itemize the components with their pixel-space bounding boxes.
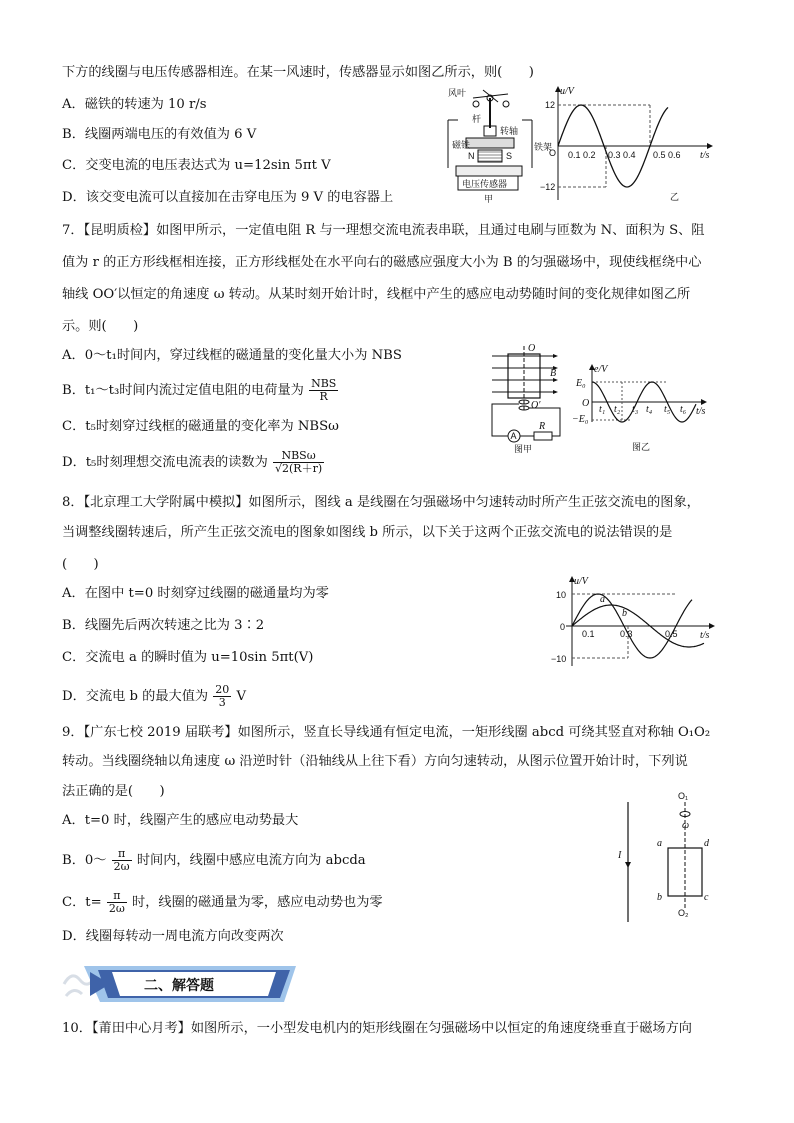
label-a: a [657, 838, 662, 849]
label-zhuanzhou: 转轴 [500, 126, 519, 136]
q8-option-b: B．线圈先后两次转速之比为 3∶2 [62, 618, 265, 633]
q6-option-b: B．线圈两端电压的有效值为 6 V [62, 127, 257, 142]
q9-option-b-fraction [112, 848, 132, 873]
xtick-1: 0.1 [568, 150, 581, 160]
q7-option-b-text: B．t₁～t₃时间内流过定值电阻的电荷量为 [62, 383, 304, 398]
label-b: b [657, 892, 662, 903]
q7-option-d-fraction [273, 450, 324, 475]
q10-line-1: 10．【莆田中心月考】如图所示，一小型发电机内的矩形线圈在匀强磁场中以恒定的角速度绕垂直于磁场方向 [62, 1021, 692, 1036]
xtick-t1: t₁ [599, 404, 606, 415]
q7-figure-yi [572, 362, 712, 456]
xtick-t3: t₃ [632, 404, 639, 415]
q9-option-b-suffix: 时间内，线圈中感应电流方向为 abcda [136, 853, 366, 868]
xtick-t5: t₅ [664, 404, 671, 415]
q9-option-c-fraction [107, 890, 127, 915]
q7-figure-jia [484, 342, 568, 454]
q9-option-c [62, 890, 383, 915]
q9-line-2: 转动。当线圈绕轴以角速度 ω 沿逆时针（沿轴线从上往下看）方向匀速转动，从图示位置开始计时，下列说 [62, 754, 688, 769]
ytick-o: O [549, 148, 557, 158]
label-o-prime: O′ [531, 400, 541, 411]
numerator: 20 [215, 683, 230, 696]
q7-option-b [62, 378, 339, 403]
ytick-neg10: −10 [551, 654, 567, 664]
denominator: R [319, 390, 328, 403]
q9-option-a: A．t=0 时，线圈产生的感应电动势最大 [62, 813, 299, 828]
label-sensor: 电压传感器 [462, 179, 508, 189]
ytick-e0: E₀ [576, 378, 586, 389]
label-fengye: 风叶 [448, 88, 467, 98]
label-o1: O₁ [678, 791, 689, 801]
caption-tuyi: 图乙 [632, 442, 651, 452]
xtick-6: 0.6 [668, 150, 681, 160]
xtick-4: 0.4 [623, 150, 636, 160]
q7-line-4: 示。则( ) [62, 319, 139, 334]
curve-label-a: a [600, 594, 605, 605]
q9-line-1: 9．【广东七校 2019 届联考】如图所示，竖直长导线通有恒定电流，一矩形线圈 abcd 可绕其竖直对称轴 O₁O₂ [62, 725, 711, 740]
xtick-t2: t₂ [614, 404, 621, 415]
q6-option-a: A．磁铁的转速为 10 r/s [62, 97, 207, 112]
q8-option-d-unit: V [236, 689, 247, 704]
q8-option-d [62, 684, 246, 709]
label-o2: O₂ [678, 908, 689, 918]
numerator: π [112, 848, 132, 861]
q9-figure [612, 790, 722, 924]
xlabel: t/s [700, 630, 710, 641]
label-s: S [506, 151, 513, 161]
ytick-12: 12 [545, 100, 556, 110]
label-citie: 磁铁 [452, 140, 471, 150]
q8-option-d-text: D．交流电 b 的最大值为 [62, 689, 209, 704]
denominator: √2(R＋r) [275, 462, 323, 475]
xtick-0.5: 0.5 [665, 629, 678, 639]
caption-tujia: 图甲 [514, 444, 533, 454]
ytick-neg-e0: −E₀ [572, 414, 589, 425]
section-title: 二、解答题 [144, 978, 214, 994]
xlabel: t/s [700, 150, 710, 161]
numerator: π [107, 890, 127, 903]
q7-option-a: A．0～t₁时间内，穿过线框的磁通量的变化量大小为 NBS [62, 348, 402, 363]
section-banner [62, 962, 302, 1004]
xlabel: t/s [696, 406, 706, 417]
ytick-0: 0 [560, 622, 566, 632]
denominator: 2ω [113, 860, 130, 873]
numerator: NBSω [273, 450, 324, 463]
label-c: c [704, 892, 709, 903]
xtick-t6: t₆ [680, 404, 687, 415]
xtick-3: 0.3 [608, 150, 621, 160]
q9-option-d: D．线圈每转动一周电流方向改变两次 [62, 929, 284, 944]
q6-intro: 下方的线圈与电压传感器相连。在某一风速时，传感器显示如图乙所示，则( ) [62, 65, 534, 80]
label-i: I [618, 850, 622, 861]
q9-option-c-suffix: 时，线圈的磁通量为零，感应电动势也为零 [132, 895, 383, 910]
xtick-0.3: 0.3 [620, 629, 633, 639]
q6-option-c: C．交变电流的电压表达式为 u=12sin 5πt V [62, 158, 331, 173]
q7-option-d [62, 450, 325, 475]
label-n: N [468, 151, 475, 161]
label-r: R [539, 421, 546, 432]
q7-line-3: 轴线 OO′以恒定的角速度 ω 转动。从某时刻开始计时，线框中产生的感应电动势随时间的变化规律如图乙所 [62, 287, 691, 302]
ytick-o: O [582, 398, 590, 409]
xtick-t4: t₄ [646, 404, 653, 415]
q8-figure [552, 574, 722, 670]
ylabel: e/V [594, 364, 608, 375]
ylabel: u/V [574, 576, 588, 587]
denominator: 2ω [108, 902, 125, 915]
label-tiejia: 铁架 [534, 142, 553, 152]
label-gan: 杆 [472, 114, 482, 124]
label-ammeter: A [510, 431, 517, 441]
caption-yi: 乙 [670, 192, 680, 202]
label-o: O [528, 343, 536, 354]
xtick-0.1: 0.1 [582, 629, 595, 639]
caption-jia: 甲 [484, 194, 494, 204]
denominator: 3 [218, 696, 226, 709]
label-omega: ω [682, 820, 690, 831]
q7-option-d-text: D．t₅时刻理想交流电流表的读数为 [62, 455, 268, 470]
q8-line-1: 8．【北京理工大学附属中模拟】如图所示，图线 a 是线圈在匀强磁场中匀速转动时所产生正弦交流电的图象， [62, 495, 700, 510]
q9-option-b [62, 848, 366, 873]
q8-option-c: C．交流电 a 的瞬时值为 u=10sin 5πt(V) [62, 650, 314, 665]
q6-option-d: D．该交变电流可以直接加在击穿电压为 9 V 的电容器上 [62, 190, 394, 205]
label-b: B [550, 368, 557, 379]
ytick-10: 10 [556, 590, 567, 600]
q9-option-b-prefix: B．0～ [62, 853, 107, 868]
xtick-2: 0.2 [583, 150, 596, 160]
q7-line-2: 值为 r 的正方形线框相连接，正方形线框处在水平向右的磁感应强度大小为 B 的匀强磁场中，现使线框绕中心 [62, 255, 702, 270]
label-d: d [704, 838, 709, 849]
q8-option-d-fraction [213, 684, 231, 709]
q7-option-c: C．t₅时刻穿过线框的磁通量的变化率为 NBSω [62, 419, 339, 434]
ylabel: u/V [560, 86, 574, 97]
xtick-5: 0.5 [653, 150, 666, 160]
q8-line-3: ( ) [62, 557, 99, 572]
q8-line-2: 当调整线圈转速后，所产生正弦交流电的图象如图线 b 所示，以下关于这两个正弦交流电的说法错误的是 [62, 525, 673, 540]
q7-option-b-fraction [309, 378, 338, 403]
q7-line-1: 7．【昆明质检】如图甲所示，一定值电阻 R 与一理想交流电流表串联，且通过电刷与匝数为 N、面积为 S、阻 [62, 223, 705, 238]
q9-option-c-prefix: C．t= [62, 895, 102, 910]
numerator: NBS [311, 377, 337, 390]
q8-option-a: A．在图中 t=0 时刻穿过线圈的磁通量均为零 [62, 586, 329, 601]
ytick-neg12: −12 [540, 182, 556, 192]
curve-label-b: b [622, 608, 627, 619]
q9-line-3: 法正确的是( ) [62, 784, 165, 799]
